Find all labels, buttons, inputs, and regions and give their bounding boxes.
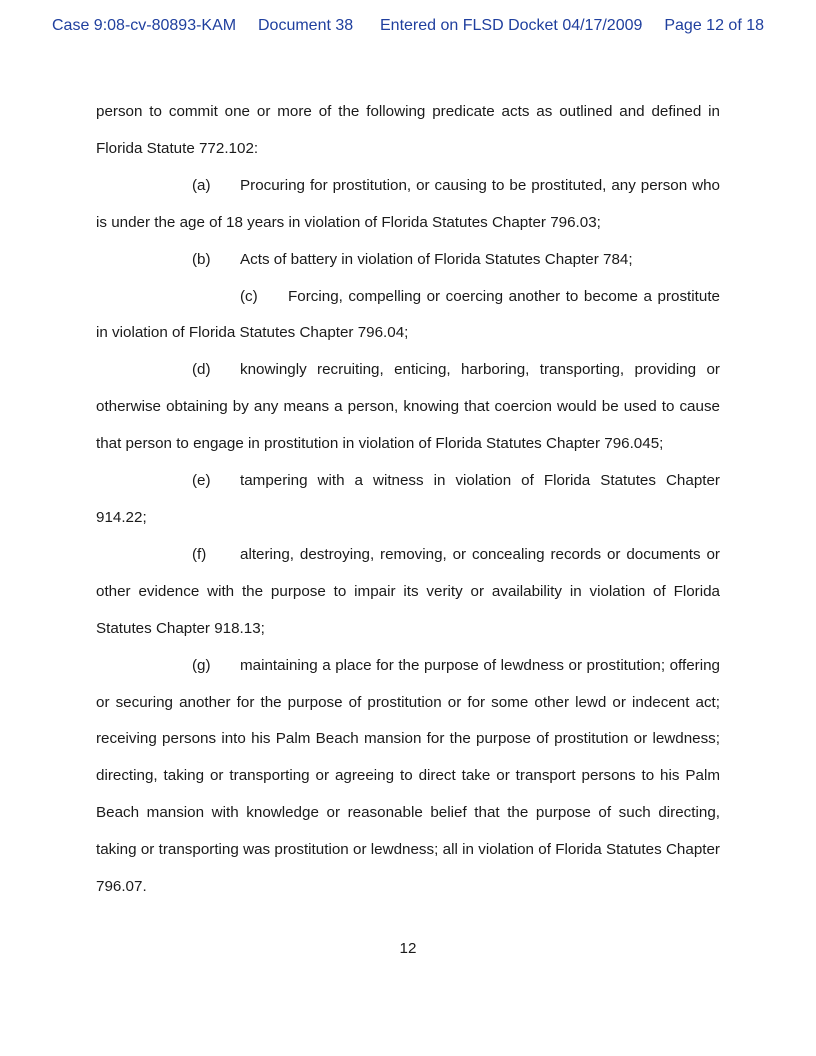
item-text: Acts of battery in violation of Florida Statutes Chapter 784;: [240, 250, 633, 268]
list-item-d: [96, 352, 720, 463]
header-document-number: Document 38: [258, 17, 354, 34]
item-marker: (d): [192, 361, 211, 379]
list-item-b: [96, 242, 720, 279]
item-text: altering, destroying, removing, or concealing records or documents or other evidence with the purpose to impair its verity or availability in violation of Florida Statutes Chapter 918.13;: [96, 545, 720, 637]
item-marker: (e): [192, 472, 211, 490]
item-text: maintaining a place for the purpose of lewdness or prostitution; offering or securing another for the purpose of prostitution or for some other lewd or indecent act; receiving persons into his Palm Beach mansion for the purpose of prostitution or lewdness; directing, taking or transporting or agreeing to direct take or transport persons to his Palm Beach mansion with knowledge or reasonable belief that the purpose of such directing, taking or transporting was prostitution or lewdness; all in violation of Florida Statutes Chapter 796.07.: [96, 656, 720, 896]
item-text: knowingly recruiting, enticing, harboring, transporting, providing or otherwise obtaining by any means a person, knowing that coercion would be used to cause that person to engage in prostitution in violation of Florida Statutes Chapter 796.045;: [96, 361, 720, 453]
docket-header: [52, 17, 764, 39]
intro-paragraph: person to commit one or more of the following predicate acts as outlined and defined in Florida Statute 772.102:: [96, 103, 720, 157]
header-entered-date: Entered on FLSD Docket 04/17/2009: [380, 17, 643, 34]
item-text: Forcing, compelling or coercing another to become a prostitute in violation of Florida Statutes Chapter 796.04;: [96, 287, 720, 342]
header-page-count: Page 12 of 18: [664, 17, 764, 34]
item-text: tampering with a witness in violation of Florida Statutes Chapter 914.22;: [96, 472, 720, 526]
list-item-a: [96, 168, 720, 242]
list-item-f: [96, 537, 720, 648]
item-marker: (g): [192, 656, 211, 674]
document-body: [96, 94, 720, 906]
page-number: 12: [399, 940, 417, 957]
list-item-e: [96, 463, 720, 537]
item-text: Procuring for prostitution, or causing to be prostituted, any person who is under the age of 18 years in violation of Florida Statutes Chapter 796.03;: [96, 176, 720, 231]
item-marker: (b): [192, 250, 211, 268]
header-case-number: Case 9:08-cv-80893-KAM: [52, 17, 237, 34]
item-marker: (c): [240, 287, 258, 305]
item-marker: (f): [192, 545, 207, 563]
list-item-g: [96, 648, 720, 906]
item-marker: (a): [192, 176, 211, 194]
list-item-c: [96, 279, 720, 353]
